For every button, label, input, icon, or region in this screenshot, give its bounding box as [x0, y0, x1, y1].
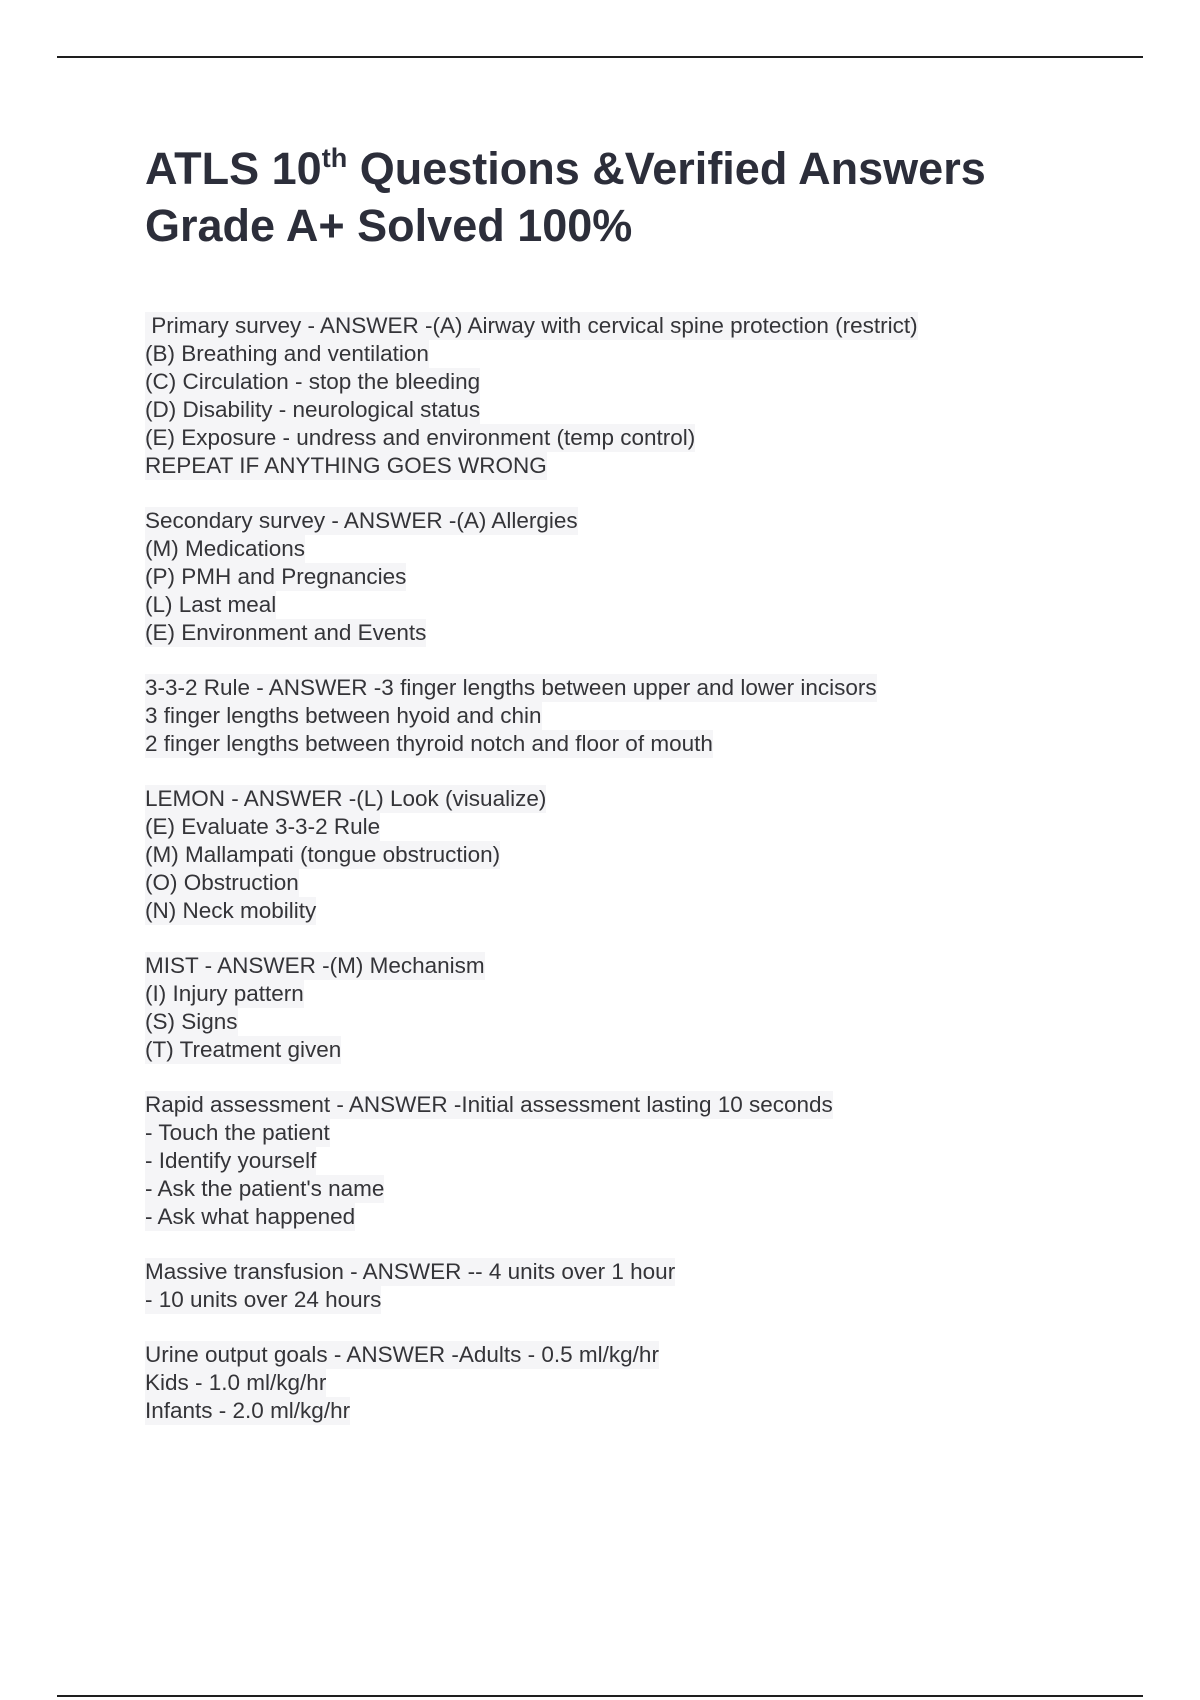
qa-entry-332-rule: [145, 674, 1125, 758]
title-part-1: ATLS 10: [145, 143, 322, 194]
qa-line: - Identify yourself: [145, 1148, 317, 1173]
qa-line: (P) PMH and Pregnancies: [145, 564, 407, 589]
qa-line: Infants - 2.0 ml/kg/hr: [145, 1398, 351, 1423]
qa-line: MIST - ANSWER -(M) Mechanism: [145, 953, 485, 978]
top-divider: [57, 56, 1143, 58]
qa-line: (B) Breathing and ventilation: [145, 341, 429, 366]
qa-line: 3 finger lengths between hyoid and chin: [145, 703, 542, 728]
title-superscript: th: [321, 143, 348, 173]
qa-entry-mist: [145, 952, 1125, 1064]
document-title: [145, 140, 1105, 254]
qa-line: (S) Signs: [145, 1009, 238, 1034]
qa-line: Kids - 1.0 ml/kg/hr: [145, 1370, 327, 1395]
qa-line: Urine output goals - ANSWER -Adults - 0.5 ml/kg/hr: [145, 1342, 659, 1367]
qa-line: (D) Disability - neurological status: [145, 397, 481, 422]
qa-line: - Ask the patient's name: [145, 1176, 385, 1201]
qa-line: (M) Mallampati (tongue obstruction): [145, 842, 501, 867]
qa-list: [145, 312, 1125, 1452]
qa-line: (I) Injury pattern: [145, 981, 304, 1006]
qa-entry-lemon: [145, 785, 1125, 925]
qa-line: - 10 units over 24 hours: [145, 1287, 382, 1312]
qa-line: 3-3-2 Rule - ANSWER -3 finger lengths between upper and lower incisors: [145, 675, 877, 700]
qa-line: (E) Exposure - undress and environment (temp control): [145, 425, 696, 450]
bottom-divider: [57, 1695, 1143, 1697]
qa-line: REPEAT IF ANYTHING GOES WRONG: [145, 453, 547, 478]
qa-line: - Touch the patient: [145, 1120, 330, 1145]
title-part-2: Questions &Verified Answers Grade A+ Solved 100%: [145, 143, 986, 251]
qa-line: (L) Last meal: [145, 592, 277, 617]
qa-line: Primary survey - ANSWER -(A) Airway with cervical spine protection (restrict): [145, 313, 918, 338]
qa-entry-secondary-survey: [145, 507, 1125, 647]
qa-line: (E) Evaluate 3-3-2 Rule: [145, 814, 381, 839]
qa-line: LEMON - ANSWER -(L) Look (visualize): [145, 786, 547, 811]
qa-line: (O) Obstruction: [145, 870, 299, 895]
qa-entry-primary-survey: [145, 312, 1125, 480]
qa-entry-rapid-assessment: [145, 1091, 1125, 1231]
qa-line: (E) Environment and Events: [145, 620, 427, 645]
qa-line: (C) Circulation - stop the bleeding: [145, 369, 481, 394]
qa-line: Rapid assessment - ANSWER -Initial assessment lasting 10 seconds: [145, 1092, 833, 1117]
qa-line: Massive transfusion - ANSWER -- 4 units over 1 hour: [145, 1259, 676, 1284]
qa-line: (T) Treatment given: [145, 1037, 342, 1062]
qa-entry-urine-output: [145, 1341, 1125, 1425]
qa-entry-massive-transfusion: [145, 1258, 1125, 1314]
qa-line: - Ask what happened: [145, 1204, 356, 1229]
qa-line: (M) Medications: [145, 536, 306, 561]
qa-line: 2 finger lengths between thyroid notch and floor of mouth: [145, 731, 713, 756]
qa-line: Secondary survey - ANSWER -(A) Allergies: [145, 508, 578, 533]
qa-line: (N) Neck mobility: [145, 898, 317, 923]
